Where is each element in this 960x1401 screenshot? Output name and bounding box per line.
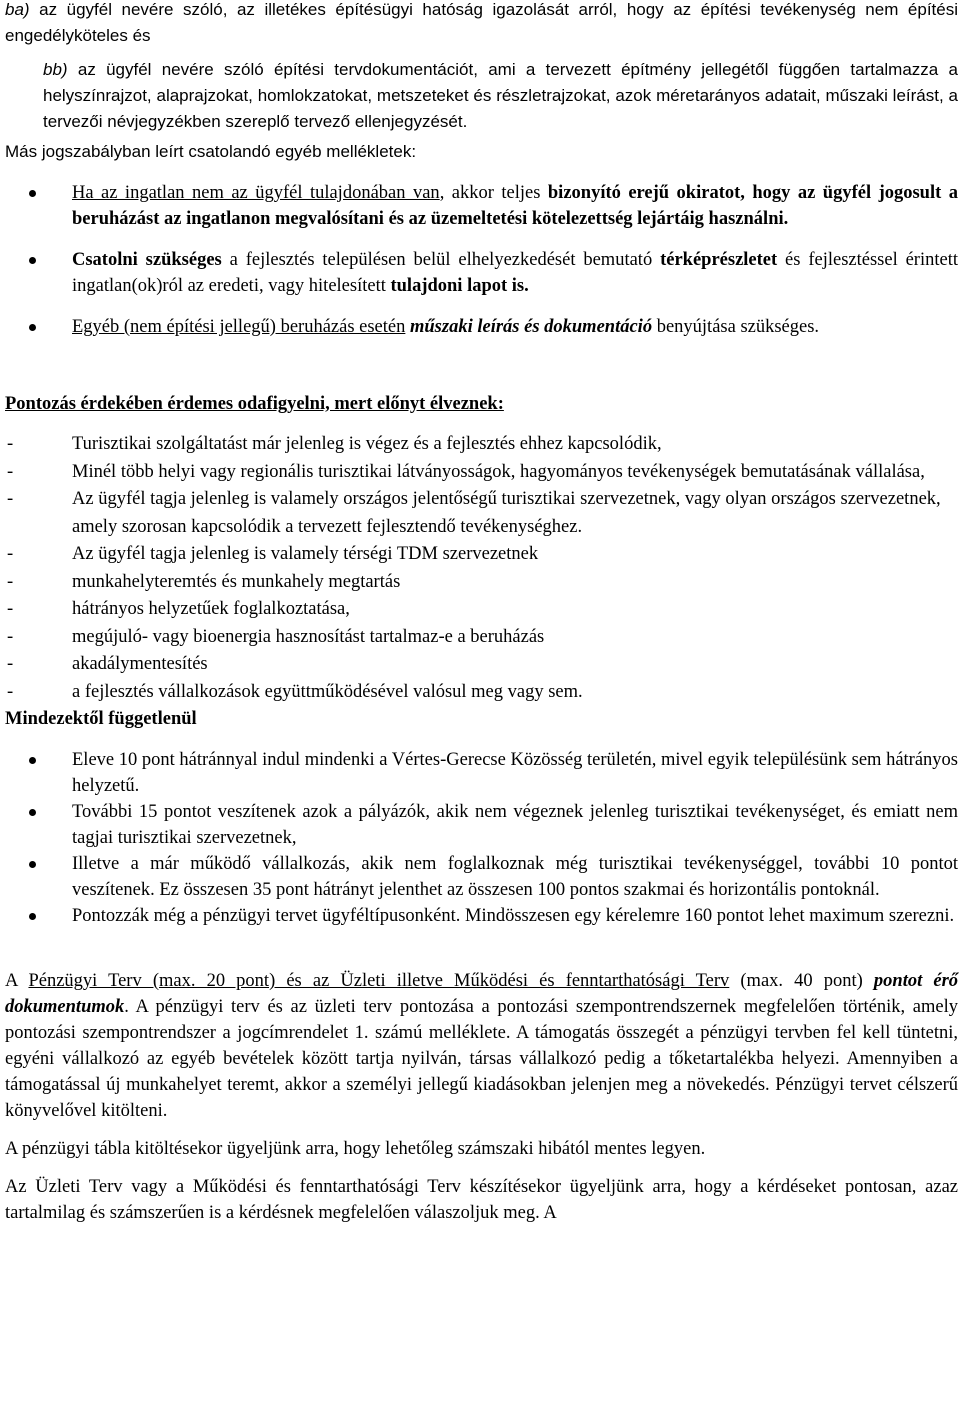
item-bb <box>5 57 958 135</box>
business-plan-note: Az Üzleti Terv vagy a Működési és fenntarthatósági Terv készítésekor ügyeljünk arra, hogy a kérdéseket pontosan, azaz tartalmilag és számszerűen is a kérdésnek megfelelően válaszoljuk meg. A <box>5 1177 958 1223</box>
document-page <box>5 0 958 1226</box>
bullet-icon <box>29 913 36 920</box>
dash-marker: - <box>7 571 14 592</box>
list-item: Illetve a már működő vállalkozás, akik nem foglalkoznak még turisztikai tevékenységgel, további 10 pontot veszítenek. Ez összesen 35 pont hátrányt jelenthet az összesen 100 pontos szakmai és horizontális pontoknál. <box>5 851 958 903</box>
list-item: - hátrányos helyzetűek foglalkoztatása, <box>5 596 958 624</box>
dash-marker: - <box>7 461 14 482</box>
bullet-icon <box>29 324 36 331</box>
item-ba-label: ba) <box>5 0 30 19</box>
bullet-icon <box>29 257 36 264</box>
list-item: - Az ügyfél tagja jelenleg is valamely országos jelentőségű turisztikai szervezetnek, vagy olyan országos szervezetnek, amely szorosan kapcsolódik a tervezett fejlesztendő tevékenységhez. <box>5 486 958 541</box>
list-item: Pontozzák még a pénzügyi tervet ügyféltípusonként. Mindösszesen egy kérelemre 160 pontot lehet maximum szerezni. <box>5 903 958 929</box>
list-item: Eleve 10 pont hátránnyal indul mindenki a Vértes-Gerecse Közösség területén, mivel egyik településünk sem hátrányos helyzetű. <box>5 747 958 799</box>
list-item: Egyéb (nem építési jellegű) beruházás esetén műszaki leírás és dokumentáció benyújtása szükséges. <box>5 314 958 340</box>
dash-marker: - <box>7 489 14 509</box>
list-item: - Minél több helyi vagy regionális turisztikai látványosságok, hagyományos tevékenységek bemutatásának vállalása, <box>5 459 958 487</box>
item-ba-text: az ügyfél nevére szóló, az illetékes építésügyi hatóság igazolását arról, hogy az építési tevékenység nem építési engedélyköteles és <box>5 0 958 45</box>
scoring-list <box>5 431 958 706</box>
item-bb-label: bb) <box>43 60 68 79</box>
regardless-list <box>5 747 958 929</box>
bullet-icon <box>29 757 36 764</box>
other-attachments-intro: Más jogszabályban leírt csatolandó egyéb mellékletek: <box>5 142 417 161</box>
item-bb-text: az ügyfél nevére szóló építési tervdokumentációt, ami a tervezett építmény jellegétől függően tartalmazza a helyszínrajzot, alaprajzokat, homlokzatokat, metszeteket és részletrajzokat, azok méretarányos adatait, műszaki leírást, a tervezői névjegyzékben szereplő tervező ellenjegyzését. <box>43 60 958 131</box>
item-ba <box>5 0 958 49</box>
dash-marker: - <box>7 626 14 647</box>
list-item: - Az ügyfél tagja jelenleg is valamely térségi TDM szervezetnek <box>5 541 958 569</box>
financial-table-note: A pénzügyi tábla kitöltésekor ügyeljünk arra, hogy lehetőleg számszaki hibától mentes legyen. <box>5 1139 706 1159</box>
dash-marker: - <box>7 654 14 674</box>
list-item: - akadálymentesítés <box>5 651 958 679</box>
list-item: - a fejlesztés vállalkozások együttműködésével valósul meg vagy sem. <box>5 679 958 707</box>
attachments-list <box>5 180 958 340</box>
list-item: - munkahelyteremtés és munkahely megtartás <box>5 569 958 597</box>
bullet-icon <box>29 190 36 197</box>
bullet-icon <box>29 809 36 816</box>
financial-paragraph: A Pénzügyi Terv (max. 20 pont) és az Üzleti illetve Működési és fenntarthatósági Terv (max. 40 pont) pontot érő dokumentumok. A pénzügyi terv és az üzleti terv pontozása a pontozási szempontrendszernek megfelelően történik, amely pontozási szempontrendszer a jogcímrendelet 1. számú melléklete. A támogatás összegét a pénzügyi tervben fel kell tüntetni, egyéni vállalkozó az egyéb bevételek között tartja nyilván, társas vállalkozó pedig a tőketartalékba helyezi. Amennyiben a támogatással új munkahelyet teremt, akkor a személyi jellegű kiadásokban jelenjen meg a növekedés. Pénzügyi tervet célszerű könyvelővel kitölteni. <box>5 971 959 1121</box>
list-item: - Turisztikai szolgáltatást már jelenleg is végez és a fejlesztés ehhez kapcsolódik, <box>5 431 958 459</box>
list-item: További 15 pontot veszítenek azok a pályázók, akik nem végeznek jelenleg turisztikai tevékenységet, és emiatt nem tagjai turisztikai szervezetnek, <box>5 799 958 851</box>
dash-marker: - <box>7 681 14 702</box>
regardless-heading: Mindezektől függetlenül <box>5 709 197 729</box>
dash-marker: - <box>7 544 14 564</box>
list-item: Ha az ingatlan nem az ügyfél tulajdonában van, akkor teljes bizonyító erejű okiratot, hogy az ügyfél jogosult a beruházást az ingatlanon megvalósítani és az üzemeltetési kötelezettség lejártáig használni. <box>5 180 958 232</box>
dash-marker: - <box>7 434 14 454</box>
bullet-icon <box>29 861 36 868</box>
list-item: - megújuló- vagy bioenergia hasznosítást tartalmaz-e a beruházás <box>5 624 958 652</box>
list-item: Csatolni szükséges a fejlesztés településen belül elhelyezkedését bemutató térképrészletet és fejlesztéssel érintett ingatlan(ok)ról az eredeti, vagy hitelesített tulajdoni lapot is. <box>5 247 958 299</box>
dash-marker: - <box>7 599 14 619</box>
scoring-heading: Pontozás érdekében érdemes odafigyelni, mert előnyt élveznek: <box>5 394 504 414</box>
